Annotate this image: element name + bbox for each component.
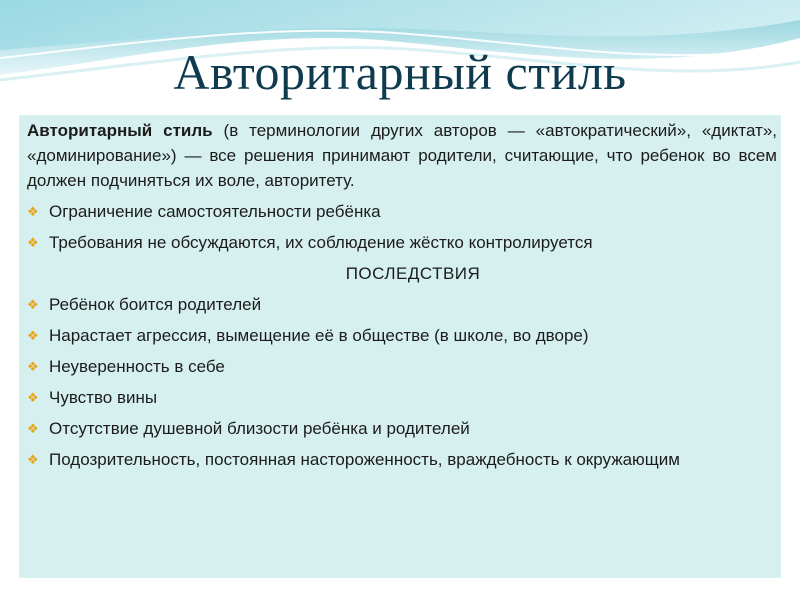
consequences-heading: ПОСЛЕДСТВИЯ xyxy=(345,264,481,283)
diamond-bullet-icon: ❖ xyxy=(27,297,39,312)
intro-paragraph xyxy=(27,118,777,193)
list-item: ❖ Отсутствие душевной близости ребёнка и родителей xyxy=(27,416,777,441)
list-item: ❖ Подозрительность, постоянная настороженность, враждебность к окружающим xyxy=(27,447,777,472)
list-item: ❖ Чувство вины xyxy=(27,385,777,410)
slide-title: Авторитарный стиль xyxy=(173,44,627,100)
list-item: ❖ Ограничение самостоятельности ребёнка xyxy=(27,199,777,224)
intro-definition: (в терминологии других авторов — «автократический», «диктат», «доминирование») — все решения принимают родители, считающие, что ребенок во всем должен подчиняться их воле, авторитету. xyxy=(27,121,777,190)
consequences-list xyxy=(27,292,777,472)
characteristics-list xyxy=(27,199,777,255)
list-item: ❖ Ребёнок боится родителей xyxy=(27,292,777,317)
content-text-block xyxy=(27,118,777,478)
diamond-bullet-icon: ❖ xyxy=(27,359,39,374)
diamond-bullet-icon: ❖ xyxy=(27,328,39,343)
diamond-bullet-icon: ❖ xyxy=(27,204,39,219)
diamond-bullet-icon: ❖ xyxy=(27,390,39,405)
diamond-bullet-icon: ❖ xyxy=(27,452,39,467)
intro-term: Авторитарный стиль xyxy=(27,121,213,140)
diamond-bullet-icon: ❖ xyxy=(27,421,39,436)
list-item: ❖ Неуверенность в себе xyxy=(27,354,777,379)
list-item: ❖ Требования не обсуждаются, их соблюдение жёстко контролируется xyxy=(27,230,777,255)
list-item: ❖ Нарастает агрессия, вымещение её в обществе (в школе, во дворе) xyxy=(27,323,777,348)
diamond-bullet-icon: ❖ xyxy=(27,235,39,250)
